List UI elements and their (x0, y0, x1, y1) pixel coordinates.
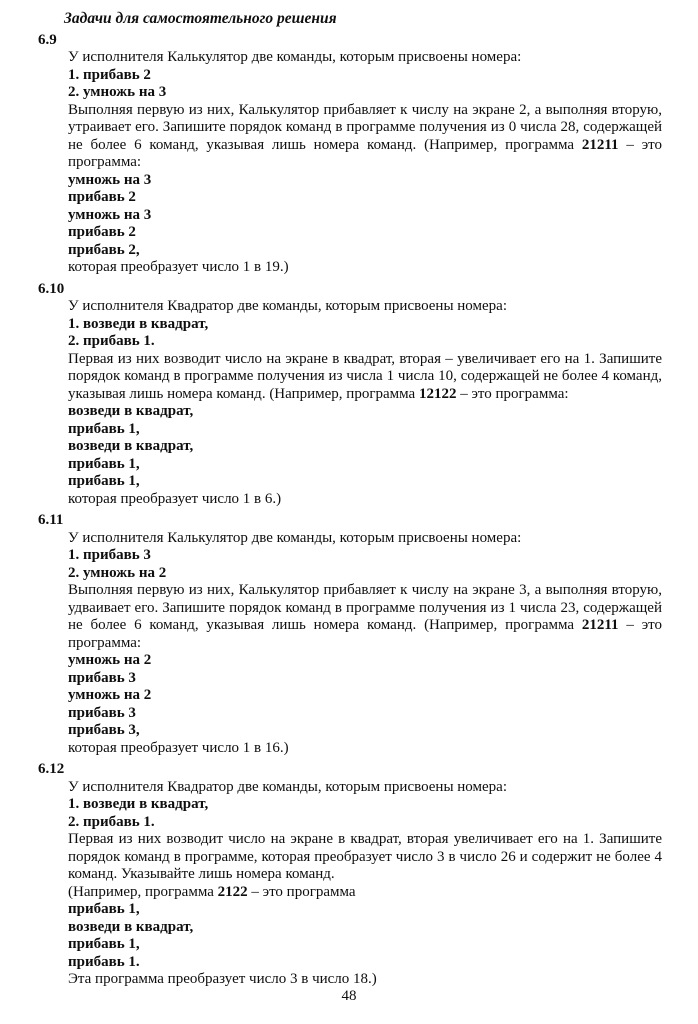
problem-intro: У исполнителя Калькулятор две команды, которым присвоены номера: (68, 49, 522, 65)
command-line: 2. умножь на 2 (68, 564, 167, 581)
problem-text-run: – это программа: (456, 385, 569, 402)
command-line: 2. умножь на 3 (68, 84, 167, 100)
example-program-code: 2122 (217, 883, 248, 900)
problem-text-run: – это программа (247, 883, 356, 900)
example-program-code: 21211 (581, 136, 619, 153)
program-line: прибавь 2, (68, 241, 140, 258)
command-line: 1. прибавь 3 (68, 547, 151, 563)
program-line: возведи в квадрат, (68, 403, 194, 419)
problem-6-12 (0, 761, 698, 989)
problem-number: 6.10 (38, 280, 65, 297)
program-line: прибавь 1, (68, 420, 140, 437)
command-line: 1. возведи в квадрат, (68, 796, 209, 812)
page-title: Задачи для самостоятельного решения (64, 10, 337, 27)
problem-6-9 (0, 32, 698, 277)
program-line: прибавь 2 (68, 224, 136, 240)
command-line: 2. прибавь 1. (68, 813, 155, 830)
problem-text (68, 351, 662, 404)
example-line (68, 884, 662, 902)
program-line: прибавь 1, (68, 455, 140, 472)
program-line: возведи в квадрат, (68, 918, 194, 935)
example-program-code: 21211 (581, 617, 619, 633)
program-line: возведи в квадрат, (68, 438, 194, 454)
program-line: прибавь 3 (68, 669, 136, 686)
problem-intro: У исполнителя Квадратор две команды, которым присвоены номера: (68, 778, 507, 795)
problem-number: 6.12 (38, 761, 65, 777)
problem-number: 6.9 (38, 31, 57, 48)
closing-line: которая преобразует число 1 в 19.) (68, 259, 289, 275)
problem-6-10 (0, 281, 698, 509)
problem-text (68, 582, 662, 652)
problem-text-run: Выполняя первую из них, Калькулятор прибавляет к числу на экране 2, а выполняя вторую, утраивает его. Запишите порядок команд в программе получения из 0 числа 28, содержащей не более 6 команд, указывая лишь номера команд. (Например, программа (68, 101, 662, 153)
problem-content (68, 530, 662, 758)
problem-text-run: – это программа: (68, 136, 662, 170)
problem-6-11 (0, 512, 698, 757)
problem-text-run: – это программа: (68, 617, 662, 651)
program-line: прибавь 3 (68, 704, 136, 721)
program-line: прибавь 3, (68, 722, 140, 738)
program-line: прибавь 1. (68, 953, 140, 970)
problem-text-run: (Например, программа (68, 883, 218, 900)
closing-line: которая преобразует число 1 в 16.) (68, 739, 289, 756)
example-program-code: 12122 (418, 385, 457, 402)
program-line: умножь на 2 (68, 687, 152, 703)
program-line: прибавь 1, (68, 901, 140, 917)
problem-intro: У исполнителя Квадратор две команды, которым присвоены номера: (68, 298, 507, 314)
program-line: прибавь 1, (68, 936, 140, 952)
program-line: прибавь 2 (68, 189, 136, 205)
page-number: 48 (341, 988, 357, 1004)
closing-line: которая преобразует число 1 в 6.) (68, 490, 282, 507)
command-line: 1. возведи в квадрат, (68, 315, 209, 332)
problem-text (68, 102, 662, 172)
program-line: умножь на 3 (68, 206, 152, 223)
problem-content (68, 779, 662, 989)
closing-line: Эта программа преобразует число 3 в число 18.) (68, 971, 377, 987)
problem-text-run: Первая из них возводит число на экране в квадрат, вторая – увеличивает его на 1. Запишите порядок команд в программе получения из числа 1 числа 10, содержащей не более 4 команд, указывая лишь номера команд. (Например, программа (68, 350, 662, 402)
program-line: умножь на 2 (68, 652, 152, 668)
problem-text: Первая из них возводит число на экране в квадрат, вторая увеличивает его на 1. Запишите порядок команд в программе, которая преобразует число 3 в число 26 и содержит не более 4 команд. Указывайте лишь номера команд. (68, 831, 662, 882)
problem-number: 6.11 (38, 512, 64, 528)
problem-content (68, 298, 662, 508)
problem-text-run: Выполняя первую из них, Калькулятор прибавляет к числу на экране 3, а выполняя вторую, удваивает его. Запишите порядок команд в программе получения из 1 числа 23, содержащей не более 6 команд, указывая лишь номера команд. (Например, программа (68, 582, 662, 633)
problem-intro: У исполнителя Калькулятор две команды, которым присвоены номера: (68, 529, 522, 546)
program-line: прибавь 1, (68, 473, 140, 489)
problem-content (68, 49, 662, 277)
command-line: 2. прибавь 1. (68, 333, 155, 349)
command-line: 1. прибавь 2 (68, 66, 151, 83)
program-line: умножь на 3 (68, 171, 152, 188)
